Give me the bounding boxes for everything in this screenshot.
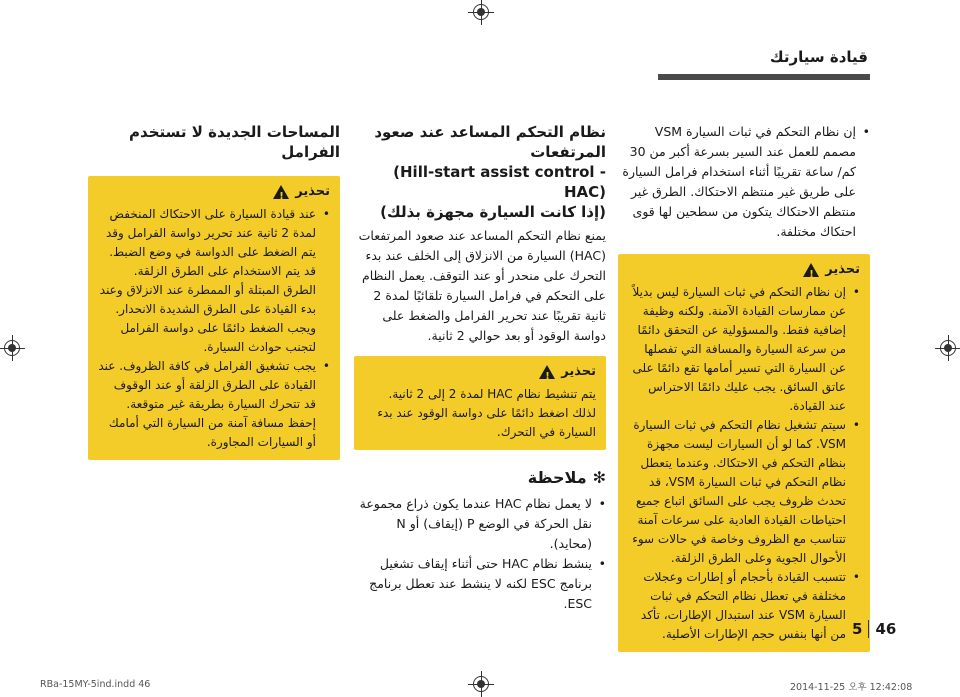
warning-title: تحذير	[561, 364, 596, 379]
page-number-block	[852, 620, 896, 638]
note-list	[354, 494, 606, 614]
list-item: • إن نظام التحكم في ثبات السيارة VSM مصمم للعمل عند السير بسرعة أكبر من 30 كم/ ساعة تقريبًا أثناء استخدام فرامل السيارة على طريق غير منتظم الاحتكاك. الطرق غير منتظم الاحتكاك يتكون من سطحين لها قوى احتكاك مختلفة.	[618, 122, 856, 242]
asterisk-icon: ✻	[592, 468, 606, 487]
list-item: • يجب تشغيق الفرامل في كافة الظروف. عند القيادة على الطرق الزلقة أو عند الوقوف قد تتحرك السيارة بطريقة غير متوقعة. إحفظ مسافة آمنة من السيارة التي أمامك أو السيارات المجاورة.	[98, 357, 316, 452]
registration-mark-top	[473, 4, 489, 20]
page-number-divider	[868, 620, 869, 638]
page-number: 46	[875, 620, 897, 638]
note-header	[354, 468, 606, 488]
list-item: • تتسبب القيادة بأحجام أو إطارات وعجلات مختلفة في تعطل نظام التحكم في ثبات السيارة VSM عند استبدال الإطارات، تأكد من أنها بنفس حجم الإطارات الأصلية.	[628, 568, 846, 644]
right-bullets	[618, 122, 870, 242]
left-warning-box	[88, 176, 340, 460]
section-number: 5	[852, 620, 863, 638]
header-bar	[658, 74, 870, 80]
left-column	[88, 122, 340, 460]
list-item: • لا يعمل نظام HAC عندما يكون ذراع مجموعة نقل الحركة في الوضع P (إيقاف) أو N (محايد).	[354, 494, 592, 554]
note-title: ملاحظة	[527, 468, 587, 487]
list-item: • عند قيادة السيارة على الاحتكاك المنخفض لمدة 2 ثانية عند تحرير دواسة الفرامل وقد يتم الضغط على الدواسة في وضع الضبط. قد يتم الاستخدام على الطرق الزلقة. الطرق المبتلة أو الممطرة عند الانزلاق وعند بدء القيادة على الطرق الشديدة الانحدار. ويجب الضغط دائمًا على دواسة الفرامل لتجنب حوادث السيارة.	[98, 205, 316, 357]
list-item: • ينشط نظام HAC حتى أثناء إيقاف تشغيل برنامج ESC لكنه لا ينشط عند تعطل برنامج ESC.	[354, 554, 592, 614]
warning-header	[98, 182, 330, 201]
list-item: • سيتم تشغيل نظام التحكم في ثبات السيارة VSM. كما لو أن السيارات ليست مجهزة بنظام التحكم في الاحتكاك. وعندما يتعطل نظام التحكم في ثبات السيارة VSM، قد تحدث ظروف يجب على السائق اتباع جميع احتياطات القيادة العادية على سرعات آمنة تتناسب مع الظروف وخاصة في حالات سوء الأحوال الجوية وعلى الطرق الزلقة.	[628, 416, 846, 568]
hac-body: يمنع نظام التحكم المساعد عند صعود المرتفعات (HAC) السيارة من الانزلاق إلى الخلف عند بدء التحرك على منحدر أو عند التوقف. يعمل النظام على التحكم في فرامل السيارة تلقائيًا لمدة 2 ثانية تقريبًا عند تحرير الفرامل والضغط على دواسة الوقود أو بعد حوالي 2 ثانية.	[358, 228, 606, 343]
registration-mark-left	[4, 340, 20, 356]
warning-list	[98, 205, 330, 452]
right-warning-box	[618, 254, 870, 652]
warning-header	[364, 362, 596, 381]
left-title: المساحات الجديدة لا تستخدم الفرامل	[129, 123, 340, 161]
chapter-title: قيادة سيارتك	[769, 48, 868, 66]
warning-title: تحذير	[825, 262, 860, 277]
warning-list	[628, 283, 863, 644]
warning-icon: !	[273, 185, 289, 199]
middle-warning-box	[354, 356, 606, 450]
footer-filename: RBa-15MY-5ind.indd 46	[40, 679, 151, 690]
middle-column	[354, 122, 606, 614]
warning-text: يتم تنشيط نظام HAC لمدة 2 إلى 2 ثانية. لذلك اضغط دائمًا على دواسة الوقود عند بدء السيارة في التحرك.	[377, 387, 596, 439]
hac-title: نظام التحكم المساعد عند صعود المرتفعات (Hill-start assist control - HAC) (إذا كانت السيارة مجهزة بذلك)	[374, 123, 606, 221]
registration-mark-right	[940, 340, 956, 356]
warning-title: تحذير	[295, 184, 330, 199]
list-item: • إن نظام التحكم في ثبات السيارة ليس بديلاً عن ممارسات القيادة الآمنة. ولكنه وظيفة إضافية فقط. والمسؤولية عن التحقق دائمًا من سرعة السيارة والمسافة التي تفصلها عن السيارة التي تسير أمامها تقع دائمًا على عاتق السائق. يجب عليك دائمًا الاحتراس عند القيادة.	[628, 283, 846, 416]
footer-timestamp: 2014-11-25 오후 12:42:08	[790, 682, 913, 693]
warning-icon: !	[539, 365, 555, 379]
registration-mark-bottom	[473, 676, 489, 692]
warning-icon: !	[803, 263, 819, 277]
right-column	[618, 122, 870, 652]
warning-header	[628, 260, 860, 279]
